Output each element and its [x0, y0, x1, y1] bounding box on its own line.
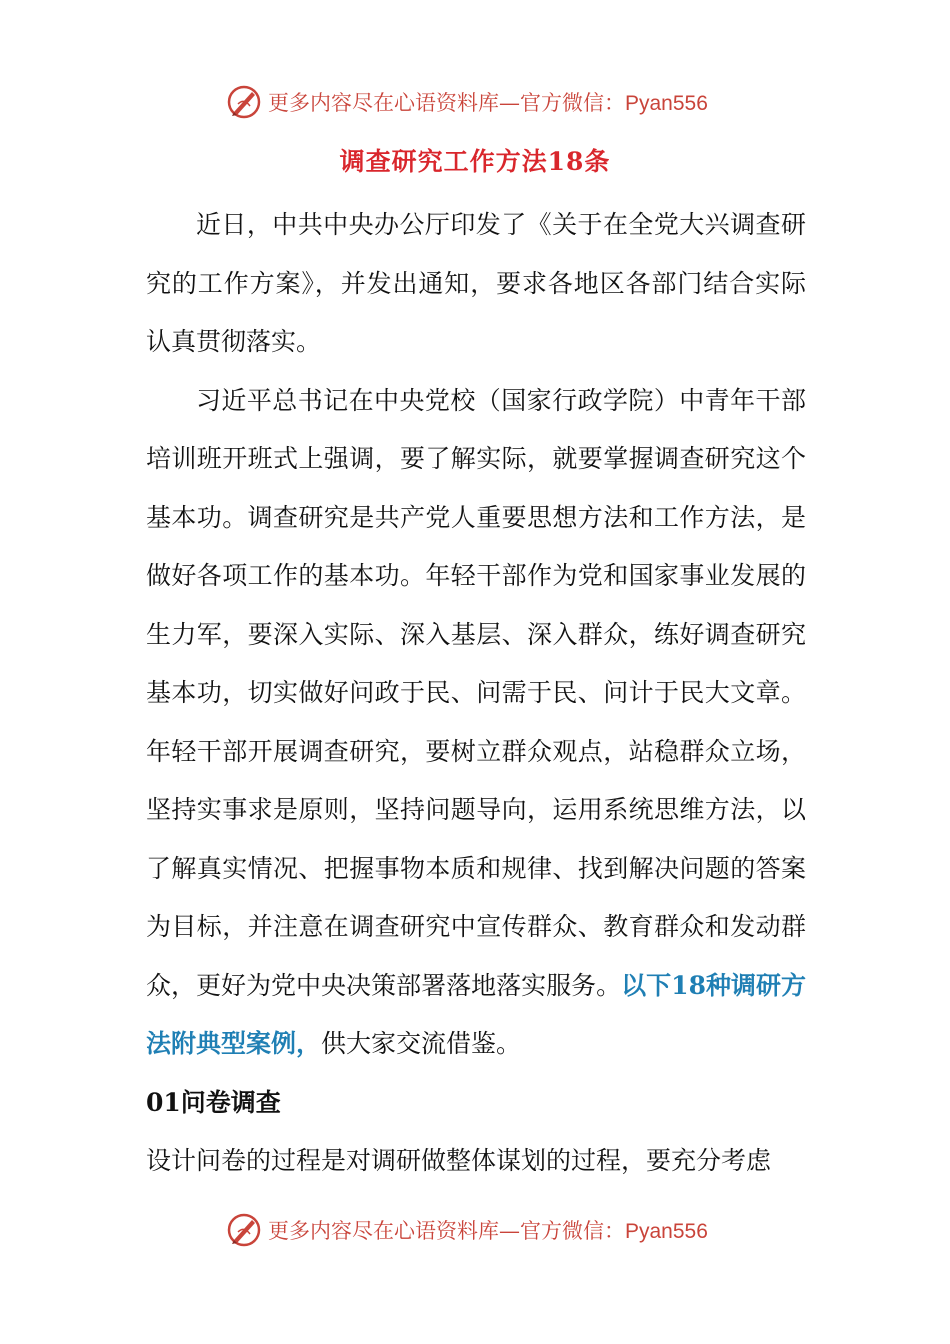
section-heading-01: 01问卷调查	[146, 1087, 281, 1117]
pen-logo-icon	[226, 1212, 262, 1248]
header-banner-text: 更多内容尽在心语资料库—官方微信：Pyan556	[268, 91, 708, 115]
document-title: 调查研究工作方法18条	[339, 147, 611, 176]
paragraph-speech-tail: 供大家交流借鉴。	[321, 1029, 522, 1058]
paragraph-speech-text: 习近平总书记在中央党校（国家行政学院）中青年干部培训班开班式上强调，要了解实际，就要掌握调查研究这个基本功。调查研究是共产党人重要思想方法和工作方法，是做好各项工作的基本功。年轻干部作为党和国家事业发展的生力军，要深入实际、深入基层、深入群众，练好调查研究基本功，切实做好问政于民、问需于民、问计于民大文章。年轻干部开展调查研究，要树立群众观点，站稳群众立场，坚持实事求是原则，坚持问题导向，运用系统思维方法，以了解真实情况、把握事物本质和规律、找到解决问题的答案为目标，并注意在调查研究中宣传群众、教育群众和发动群众，更好为党中央决策部署落地落实服务。	[146, 385, 806, 1000]
document-body	[146, 196, 806, 1191]
section-01-text: 设计问卷的过程是对调研做整体谋划的过程，要充分考虑	[146, 1146, 772, 1175]
footer-banner-text: 更多内容尽在心语资料库—官方微信：Pyan556	[268, 1219, 708, 1243]
paragraph-intro: 近日，中共中央办公厅印发了《关于在全党大兴调查研究的工作方案》，并发出通知，要求各地区各部门结合实际认真贯彻落实。	[146, 210, 806, 356]
highlight-text: 以下18种调研方法附典型案例，	[146, 970, 806, 1058]
footer-banner	[0, 1210, 950, 1250]
paragraph-speech	[146, 372, 806, 1074]
footer-banner-content	[226, 1210, 708, 1250]
header-banner	[0, 82, 950, 122]
pen-logo-icon	[226, 84, 262, 120]
header-banner-content	[226, 82, 708, 122]
